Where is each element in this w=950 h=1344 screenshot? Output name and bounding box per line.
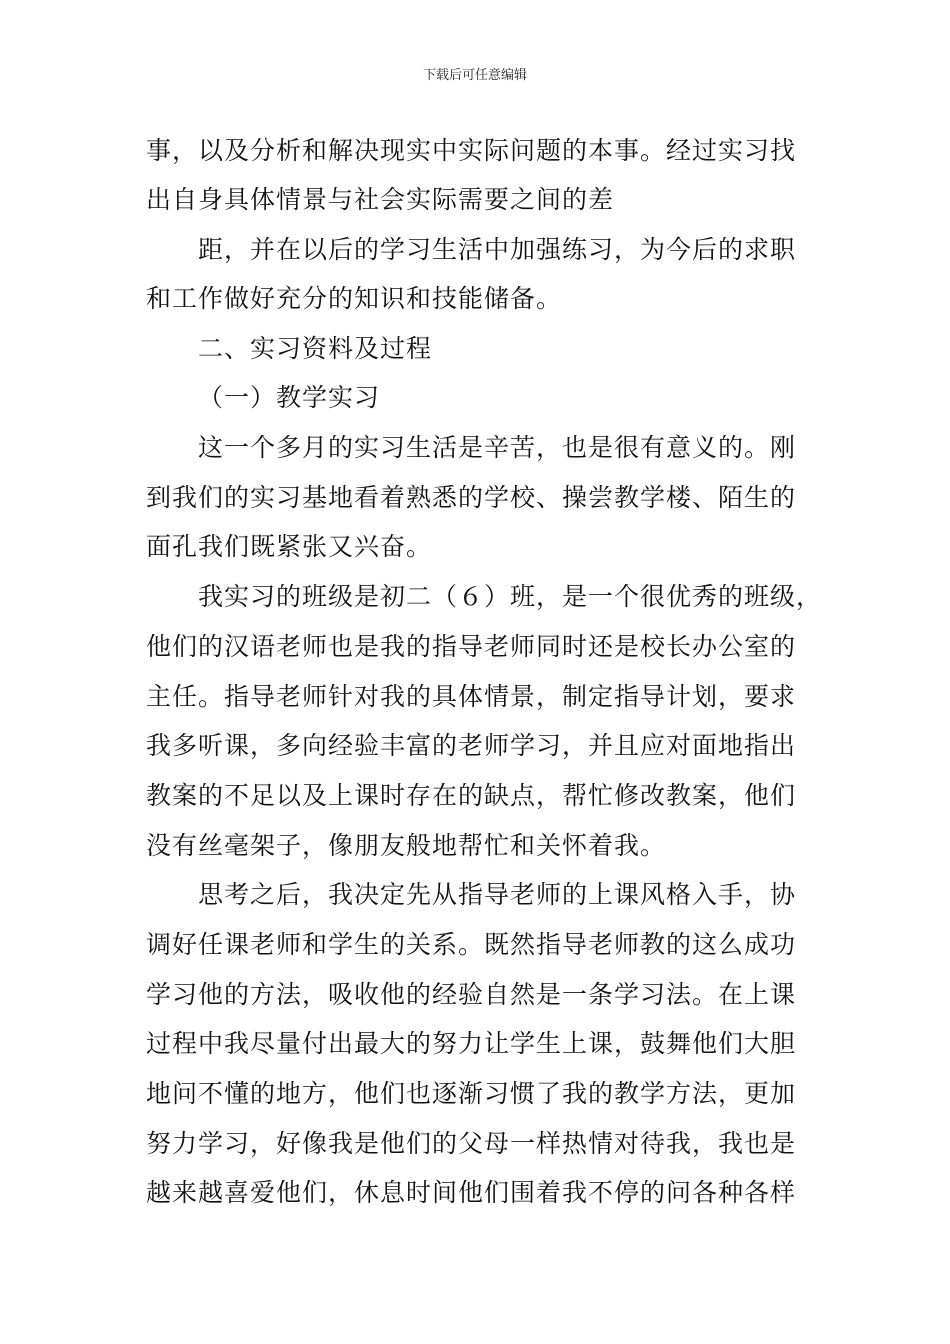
subsection-heading: （一）教学实习 [198,383,381,412]
text-line: 学习他的方法，吸收他的经验自然是一条学习法。在上课 [146,980,797,1009]
text-line: 我多听课，多向经验丰富的老师学习，并且应对面地指出 [146,731,797,760]
download-note: 下载后可任意编辑 [422,68,527,83]
text-line: 主任。指导老师针对我的具体情景，制定指导计划，要求 [146,682,797,711]
text-line: 过程中我尽量付出最大的努力让学生上课，鼓舞他们大胆 [146,1029,797,1058]
text-line: 和工作做好充分的知识和技能储备。 [146,284,563,313]
text-line: 地问不懂的地方，他们也逐渐习惯了我的教学方法，更加 [146,1079,797,1108]
text-line: 没有丝毫架子，像朋友般地帮忙和关怀着我。 [146,831,667,860]
text-line: 努力学习，好像我是他们的父母一样热情对待我，我也是 [146,1129,797,1158]
text-line: 教案的不足以及上课时存在的缺点，帮忙修改教案，他们 [146,781,797,810]
text-line: 越来越喜爱他们，休息时间他们围着我不停的问各种各样 [146,1178,797,1207]
text-line: 我实习的班级是初二（６）班，是一个很优秀的班级， [198,582,823,611]
text-line: 他们的汉语老师也是我的指导老师同时还是校长办公室的 [146,632,797,661]
text-line: 思考之后，我决定先从指导老师的上课风格入手，协 [198,880,797,909]
text-line: 面孔我们既紧张又兴奋。 [146,532,433,561]
text-line: 调好任课老师和学生的关系。既然指导老师教的这么成功 [146,930,797,959]
text-line: 事，以及分析和解决现实中实际问题的本事。经过实习找 [146,136,797,165]
text-line: 到我们的实习基地看着熟悉的学校、操尝教学楼、陌生的 [146,483,797,512]
text-line: 距，并在以后的学习生活中加强练习，为今后的求职 [198,235,797,264]
section-heading: 二、实习资料及过程 [198,334,433,363]
text-line: 出自身具体情景与社会实际需要之间的差 [146,185,615,214]
text-line: 这一个多月的实习生活是辛苦，也是很有意义的。刚 [198,433,797,462]
